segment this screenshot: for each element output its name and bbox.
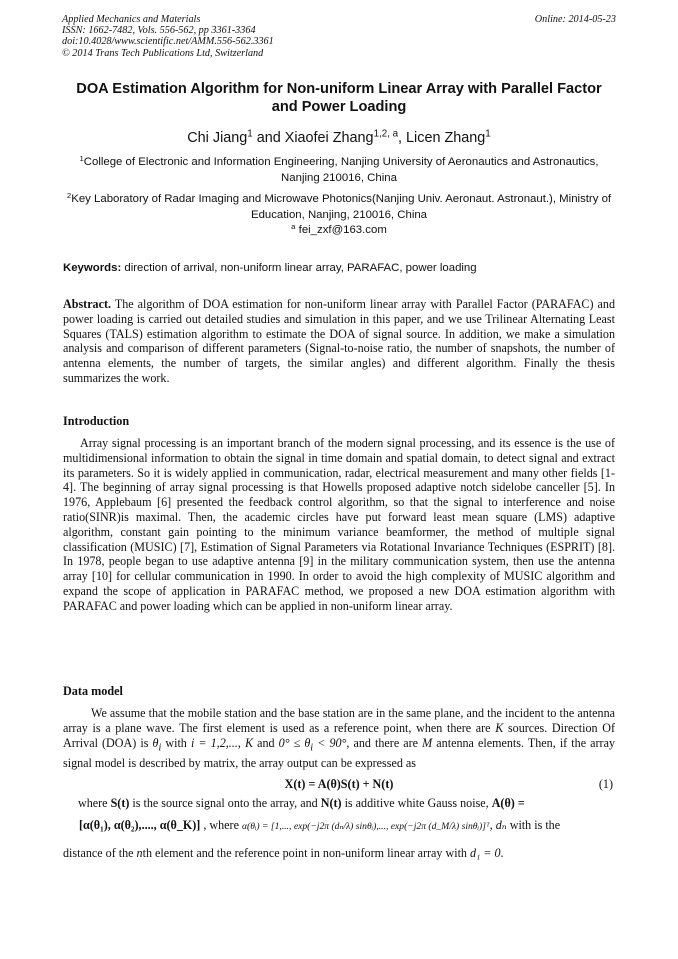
author-affil-marker: 1 [485, 128, 491, 140]
author-name: Xiaofei Zhang [284, 130, 374, 146]
affiliation-2 [62, 192, 616, 223]
math-expression: d₁ = 0 [470, 846, 501, 860]
math-symbol: n [136, 846, 143, 860]
doi-line[interactable]: doi:10.4028/www.scientific.net/AMM.556-562.3361 [62, 36, 274, 48]
text-run: is additive white Gauss noise, [341, 796, 492, 810]
journal-name: Applied Mechanics and Materials [62, 14, 201, 25]
text-run: th element and the reference point in non-uniform linear array with [142, 846, 471, 860]
math-symbol: M [422, 735, 433, 750]
introduction-paragraph: Array signal processing is an important branch of the modern signal processing, and its essence is the use of multidimensional information to obtain the signal in time domain and spatial domain, to detect signal and extract its parameters. So it is widely applied in communication, radar, electrical measurement and many other fields [1-4]. The beginning of array signal processing is that Howells proposed adaptive notch sidelobe canceller [5]. In 1976, Applebaum [6] presented the feedback control algorithm, so that the signal to interference and noise ratio(SINR)is maximal. Then, the academic circles have put forward least mean square (LMS) adaptive algorithm, constant gain pointing to the minimum variance beamformer, the method of multiple signal classification (MUSIC) [7], Estimation of Signal Parameters via Rotational Invariance Techniques (ESPRIT) [8]. In 1978, people began to use adaptive antenna [9] in the military communication system, then use the antenna array [10] for cellular communication in 1990. In order to avoid the high complexity of MUSIC algorithm and expand the scope of application in PARAFAC method, we proposed a new DOA estimation algorithm with PARAFAC and power loading which can be applied in non-uniform linear array. [63, 436, 615, 613]
text-run: , [489, 818, 496, 832]
keywords [63, 262, 617, 274]
affiliation-marker: 2 [66, 190, 72, 200]
text-run: is the source signal onto the array, and [129, 796, 321, 810]
math-expression: N(t) [320, 796, 342, 810]
text-run: where [78, 796, 111, 810]
abstract-label: Abstract. [63, 297, 112, 311]
author-name: Licen Zhang [406, 130, 486, 146]
text-run: with [161, 735, 191, 750]
author-affil-marker: 1,2, a [373, 128, 399, 140]
text-run: distance of the [63, 846, 137, 860]
affiliation-text: College of Electronic and Information Engineering, Nanjing University of Aeronautics and Astronautics, Nanjing 210016, China [83, 156, 599, 184]
text-run: sources. Direction Of Arrival (DOA) is [63, 720, 615, 750]
text-line [63, 846, 504, 861]
section-heading-data-model: Data model [63, 684, 123, 698]
text-run: , where [200, 818, 242, 832]
email-marker: a [291, 221, 296, 231]
author-affil-marker: 1 [247, 128, 253, 140]
text-run: and [253, 735, 279, 750]
equation-number: (1) [598, 777, 613, 791]
equation-body: X(t) = A(θ)S(t) + N(t) [284, 777, 394, 791]
text-run: , and there are [346, 735, 423, 750]
math-expression: < 90° [313, 735, 347, 750]
online-date: Online: 2014-05-23 [534, 14, 616, 25]
author-separator: and [252, 130, 285, 146]
text-line [78, 796, 525, 811]
affiliation-text: Key Laboratory of Radar Imaging and Microwave Photonics(Nanjing Univ. Aeronaut. Astronaut.), Ministry of Education, Nanjing, 210016, China [71, 193, 612, 221]
text-run: We assume that the mobile station and the base station are in the same plane, and the incident to the antenna array is a plane wave. The first element is used as a reference point, when there are [63, 706, 615, 735]
keywords-label: Keywords: [63, 262, 122, 274]
text-run: with is the [506, 818, 561, 832]
affiliation-1 [62, 155, 616, 186]
paper-title: DOA Estimation Algorithm for Non-uniform Linear Array with Parallel Factor and Power Loading [76, 81, 602, 115]
text-line [79, 818, 560, 833]
email-address[interactable]: fei_zxf@163.com [295, 224, 387, 236]
math-symbol: K [495, 720, 504, 735]
author-name: Chi Jiang [187, 130, 248, 146]
data-model-paragraph [63, 706, 615, 771]
math-expression: A(θ) = [491, 796, 525, 810]
text-run: . [500, 846, 504, 860]
math-expression: 0° ≤ θ [278, 735, 311, 750]
math-subscript: i [310, 742, 314, 753]
abstract [63, 297, 615, 386]
math-expression: α(θᵢ) = [1,..., exp(−j2π (dₙ/λ) sinθᵢ),..., exp(−j2π (d_M/λ) sinθᵢ)]ᵀ [241, 821, 490, 832]
math-expression: i = 1,2,..., K [190, 735, 254, 750]
math-symbol: θ [152, 735, 159, 750]
affiliation-marker: 1 [79, 153, 84, 163]
keywords-text: direction of arrival, non-uniform linear array, PARAFAC, power loading [121, 262, 477, 274]
abstract-text: The algorithm of DOA estimation for non-uniform linear array with Parallel Factor (PARAFAC) and power loading is carried out detailed studies and simulation in this paper, and we use Trilinear Alternating Least Squares (TALS) estimation algorithm to estimate the DOA of signal source. In addition, we make a simulation analysis and comparison of different parameters (Signal-to-noise ratio, the number of snapshots, the number of antenna elements, the number of targets, the similar angles) and different algorithm. Finally the thesis summarizes the work. [63, 297, 615, 385]
author-separator: , [398, 130, 407, 146]
issn-line: ISSN: 1662-7482, Vols. 556-562, pp 3361-3364 [62, 25, 256, 37]
author-list [62, 130, 616, 146]
math-expression: [α(θ₁), α(θ₂),...., α(θ_K)] [79, 818, 201, 832]
math-symbol: dₙ [495, 818, 507, 832]
math-expression: S(t) [110, 796, 130, 810]
section-heading-introduction: Introduction [63, 414, 130, 428]
contact-email [62, 221, 616, 236]
text-run: antenna elements. Then, if the array signal model is described by matrix, the array output can be expressed as [63, 735, 615, 770]
journal-header [62, 14, 616, 59]
copyright-line: © 2014 Trans Tech Publications Ltd, Switzerland [62, 47, 264, 59]
math-subscript: i [158, 742, 162, 753]
